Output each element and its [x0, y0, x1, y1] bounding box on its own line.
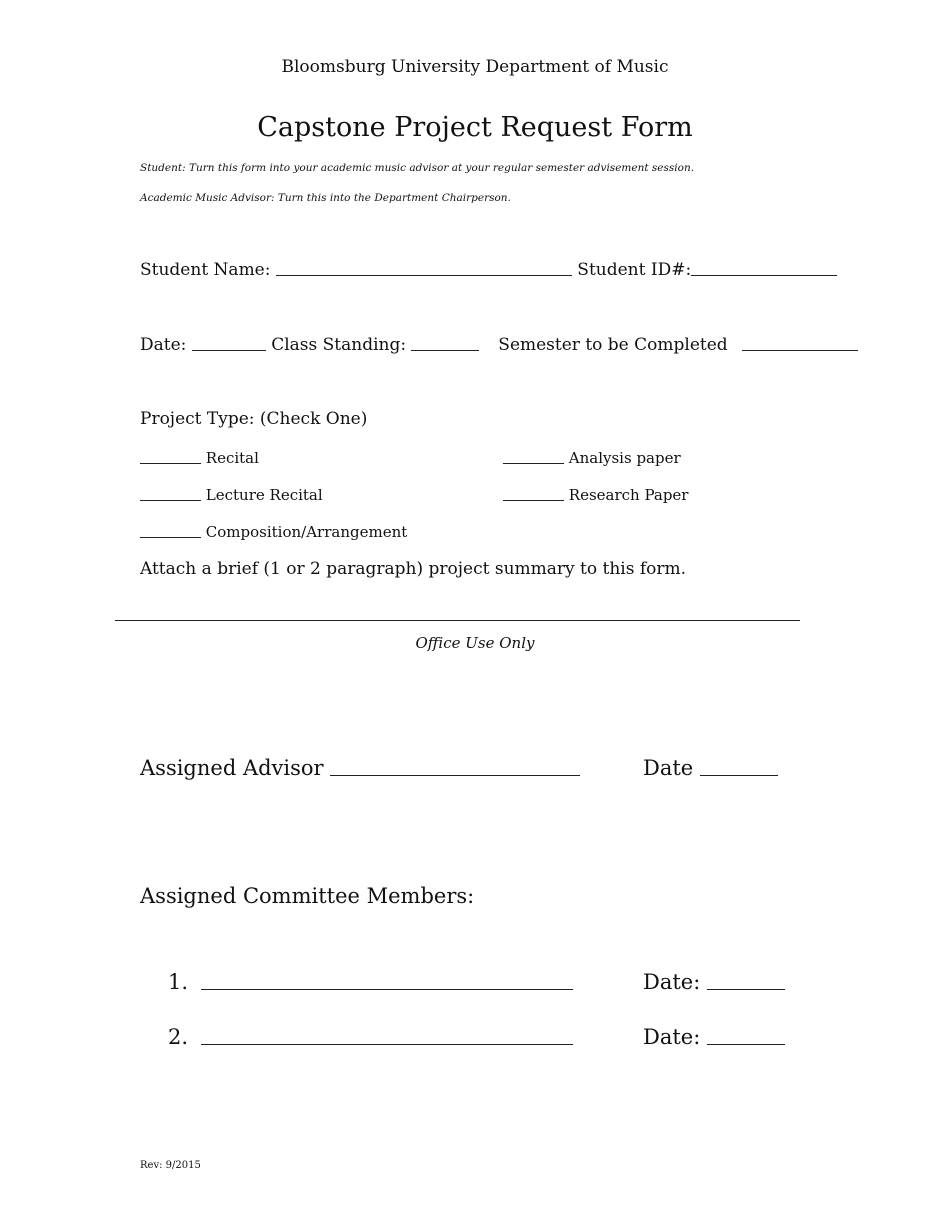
member-1-number: 1. [168, 970, 189, 994]
analysis-paper-label: Analysis paper [568, 449, 681, 467]
committee-heading: Assigned Committee Members: [140, 884, 475, 908]
summary-note: Attach a brief (1 or 2 paragraph) project summary to this form. [140, 559, 687, 579]
member-1-date-label: Date: [643, 970, 701, 994]
date-field[interactable] [192, 349, 266, 351]
option-recital[interactable] [140, 449, 259, 467]
semester-field[interactable] [742, 349, 858, 351]
member-2-date-field[interactable] [707, 1043, 785, 1045]
student-info-row [140, 260, 837, 280]
composition-check-blank[interactable] [140, 536, 201, 538]
committee-member-2-row [168, 1025, 573, 1049]
student-instruction: Student: Turn this form into your academic music advisor at your regular semester advisement session. [140, 162, 695, 174]
advisor-date-field[interactable] [700, 774, 778, 776]
semester-label: Semester to be Completed [498, 335, 728, 355]
revision-note: Rev: 9/2015 [140, 1160, 201, 1171]
student-name-label: Student Name: [140, 260, 271, 280]
project-type-heading: Project Type: (Check One) [140, 409, 368, 429]
recital-check-blank[interactable] [140, 462, 201, 464]
option-analysis-paper[interactable] [503, 449, 681, 467]
assigned-advisor-row [140, 756, 580, 780]
member-2-date-row [643, 1025, 785, 1049]
form-title: Capstone Project Request Form [257, 112, 693, 143]
student-id-field[interactable] [691, 274, 837, 276]
research-paper-check-blank[interactable] [503, 499, 564, 501]
lecture-recital-check-blank[interactable] [140, 499, 201, 501]
option-research-paper[interactable] [503, 486, 688, 504]
committee-member-1-field[interactable] [201, 988, 573, 990]
member-1-date-row [643, 970, 785, 994]
assigned-advisor-label: Assigned Advisor [140, 756, 324, 780]
office-use-heading: Office Use Only [415, 634, 535, 652]
lecture-recital-label: Lecture Recital [205, 486, 323, 504]
class-standing-label: Class Standing: [271, 335, 407, 355]
advisor-date-row [643, 756, 778, 780]
research-paper-label: Research Paper [568, 486, 689, 504]
option-lecture-recital[interactable] [140, 486, 323, 504]
class-standing-field[interactable] [411, 349, 479, 351]
composition-label: Composition/Arrangement [205, 523, 408, 541]
analysis-paper-check-blank[interactable] [503, 462, 564, 464]
advisor-instruction: Academic Music Advisor: Turn this into the Department Chairperson. [140, 192, 511, 204]
student-id-label: Student ID#: [577, 260, 692, 280]
date-standing-row [140, 335, 858, 355]
date-label: Date: [140, 335, 187, 355]
advisor-date-label: Date [643, 756, 694, 780]
member-2-date-label: Date: [643, 1025, 701, 1049]
committee-member-1-row [168, 970, 573, 994]
option-composition[interactable] [140, 523, 407, 541]
section-divider [115, 620, 800, 621]
assigned-advisor-field[interactable] [330, 774, 580, 776]
member-2-number: 2. [168, 1025, 189, 1049]
member-1-date-field[interactable] [707, 988, 785, 990]
department-name: Bloomsburg University Department of Music [281, 57, 669, 77]
committee-member-2-field[interactable] [201, 1043, 573, 1045]
recital-label: Recital [205, 449, 259, 467]
student-name-field[interactable] [276, 274, 572, 276]
